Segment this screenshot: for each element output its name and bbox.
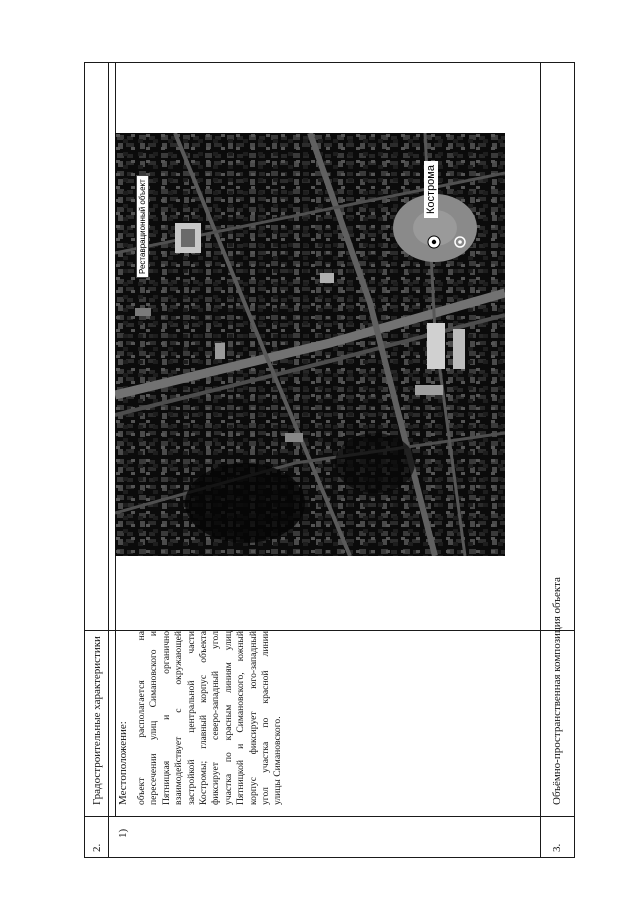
section-2-title: Градостроительные характеристики — [91, 636, 103, 805]
row-1-number: 1) — [117, 828, 129, 838]
description-line: застройкой центральной части — [185, 631, 197, 805]
table-row-divider — [84, 816, 575, 817]
pin-icon — [426, 234, 442, 250]
table-right-border — [574, 62, 575, 857]
location-description — [136, 631, 285, 805]
table-top-border — [84, 62, 575, 63]
description-line: улицы Симановского. — [272, 716, 284, 805]
description-line: фиксирует северо-западный угол — [210, 631, 222, 805]
description-line: угол участка по красной линии — [260, 631, 272, 805]
description-line: Костромы; главный корпус объекта — [198, 631, 210, 805]
table-column-divider — [540, 62, 541, 857]
table-left-border — [84, 62, 85, 857]
description-line: участка по красным линиям улиц — [222, 631, 234, 805]
object-label: Реставрационный объект — [136, 175, 149, 278]
table-column-divider — [108, 62, 109, 857]
description-line: взаимодействует с окружающей — [173, 631, 185, 805]
table-bottom-border — [84, 857, 575, 858]
aerial-map — [115, 133, 505, 556]
description-line: пересечении улиц Симановского и — [148, 631, 160, 805]
section-3-number: 3. — [551, 843, 563, 852]
aerial-photo — [115, 133, 505, 556]
description-line: Пятницкой и Симановского, южный — [235, 631, 247, 805]
city-label: Кострома — [424, 161, 438, 218]
target-icon — [453, 235, 467, 249]
description-line: корпус фиксирует юго-западный — [247, 631, 259, 805]
description-line: объект располагается на — [136, 631, 147, 805]
location-heading: Местоположение: — [117, 721, 129, 805]
section-2-number: 2. — [91, 843, 103, 852]
description-line: Пятницкая и органично — [160, 631, 172, 805]
section-3-title: Объёмно-пространственная композиция объекта — [551, 577, 563, 805]
